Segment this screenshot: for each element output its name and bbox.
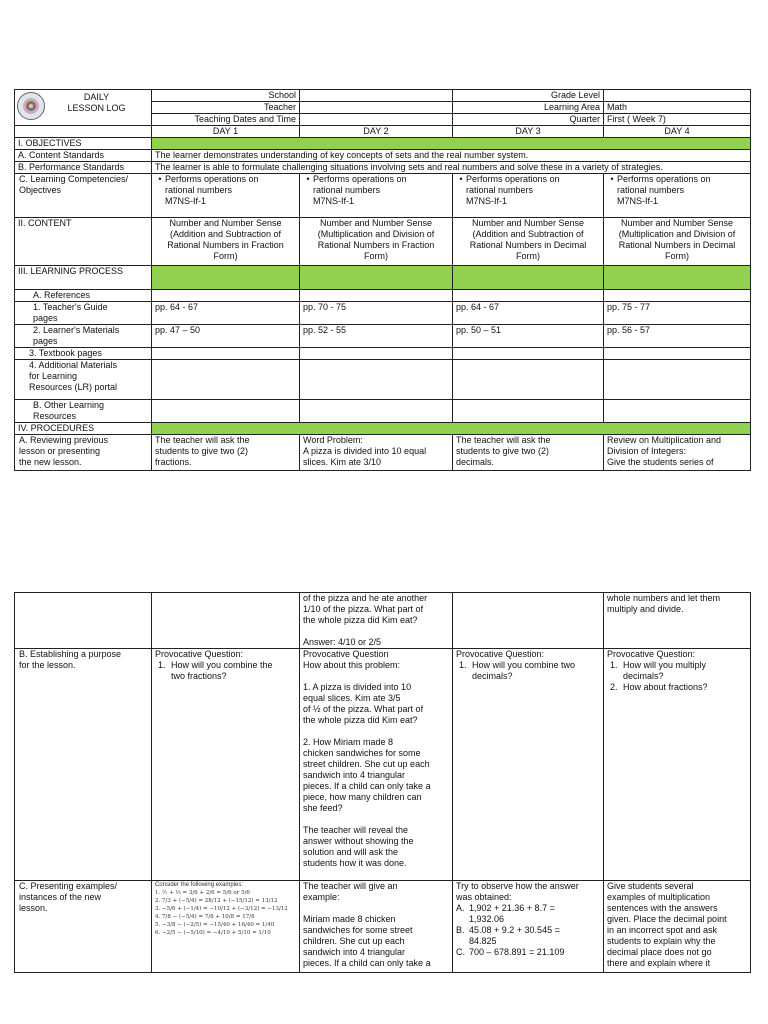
establishing-label: B. Establishing a purpose for the lesson. [15,649,152,881]
list-marker: C. [456,947,465,957]
blank-cell [15,593,152,649]
quarter-value: First ( Week 7) [604,114,751,126]
example-line: 3. −5/6 + (−1/4) = −10/12 + (−3/12) = −13/12 [155,906,288,912]
grade-level-label: Grade Level [453,90,604,102]
lm-pages-day-4: pp. 56 - 57 [604,325,751,348]
content-standards-text: The learner demonstrates understanding of key concepts of sets and the real number system. [152,150,751,162]
example-line: 2. 7/3 + (−5/4) = 28/12 + (−15/12) = 13/12 [155,898,278,904]
competency-day-3: • Performs operations on rational numbers M7NS-If-1 [453,174,604,218]
examples-image [152,881,300,973]
blank-cell [300,348,453,360]
blank-cell [453,348,604,360]
decimal-example: 1,902 + 21.36 + 8.7 = 1,932.06 [469,903,555,924]
bullet-icon: • [306,174,310,184]
reviewing-day-4-continued: whole numbers and let them multiply and divide. [604,593,751,649]
reviewing-day-1: The teacher will ask the students to give two (2) fractions. [152,435,300,471]
content-day-1: Number and Number Sense (Addition and Subtraction of Rational Numbers in Fraction Form) [152,218,300,266]
blank-cell [453,593,604,649]
grade-level-value [604,90,751,102]
procedures-fill [152,423,751,435]
objectives-label: I. OBJECTIVES [15,138,152,150]
content-day-3: Number and Number Sense (Addition and Subtraction of Rational Numbers in Decimal Form) [453,218,604,266]
teacher-label: Teacher [152,102,300,114]
competency-day-1: • Performs operations on rational numbers M7NS-If-1 [152,174,300,218]
example-line: 1. ½ + ⅓ = 3/6 + 2/6 = 5/6 or 5/6 [155,890,250,896]
establishing-question: How will you combine two decimals? [472,660,576,681]
provocative-heading: Provocative Question: [607,649,696,659]
blank-cell [453,360,604,400]
reviewing-day-4: Review on Multiplication and Division of Integers: Give the students series of [604,435,751,471]
dates-value [300,114,453,126]
list-marker: A. [456,903,465,913]
blank-cell [453,290,604,302]
competency-day-2: • Performs operations on rational numbers M7NS-If-1 [300,174,453,218]
establishing-day-3 [453,649,604,881]
blank-cell [300,400,453,423]
references-label: A. References [15,290,152,302]
blank-cell [300,290,453,302]
presenting-day-4: Give students several examples of multiplication sentences with the answers given. Place the decimal point in an incorrect spot and ask students to explain why the decimal place does not go there and explain where it [604,881,751,973]
decimal-example: 700 – 678.891 = 21.109 [469,947,565,957]
content-label: II. CONTENT [15,218,152,266]
provocative-heading: Provocative Question: [155,649,244,659]
establishing-day-4 [604,649,751,881]
presenting-day-2: The teacher will give an example: Miriam made 8 chicken sandwiches for some street children. She cut up each sandwich into 4 triangular pieces. If a child can only take a [300,881,453,973]
learning-process-fill-2 [300,266,453,290]
list-marker: 1. [158,660,166,670]
log-title: DAILY LESSON LOG [67,92,126,113]
lesson-log-table [14,89,751,471]
example-line: 6. −2/5 − (−5/10) = −4/10 + 5/10 = 1/10 [155,930,271,936]
learning-process-fill-3 [453,266,604,290]
learning-process-fill-1 [152,266,300,290]
reviewing-day-2: Word Problem: A pizza is divided into 10 equal slices. Kim ate 3/10 [300,435,453,471]
bullet-icon: • [459,174,463,184]
presenting-intro: Try to observe how the answer was obtained: [456,881,579,902]
blank-cell [604,348,751,360]
example-line: 5. −3/8 − (−2/5) = −15/40 + 16/40 = 1/40 [155,922,275,928]
lm-pages-day-3: pp. 50 – 51 [453,325,604,348]
blank-cell [152,290,300,302]
learning-process-label: III. LEARNING PROCESS [15,266,152,290]
establishing-question: How will you combine the two fractions? [171,660,273,681]
learning-process-fill-4 [604,266,751,290]
bullet-icon: • [610,174,614,184]
competencies-label: C. Learning Competencies/ Objectives [15,174,152,218]
content-day-2: Number and Number Sense (Multiplication and Division of Rational Numbers in Fraction Form) [300,218,453,266]
blank-cell [152,400,300,423]
content-standards-label: A. Content Standards [15,150,152,162]
objectives-fill [152,138,751,150]
lm-pages-day-2: pp. 52 - 55 [300,325,453,348]
blank-cell [453,400,604,423]
blank-cell [604,290,751,302]
procedures-label: IV. PROCEDURES [15,423,152,435]
learning-area-label: Learning Area [453,102,604,114]
blank-cell [152,348,300,360]
presenting-label: C. Presenting examples/ instances of the new lesson. [15,881,152,973]
blank-cell [604,400,751,423]
blank-cell [604,360,751,400]
quarter-label: Quarter [453,114,604,126]
bullet-icon: • [158,174,162,184]
tg-pages-day-2: pp. 70 - 75 [300,302,453,325]
textbook-label: 3. Textbook pages [15,348,152,360]
blank-cell [152,360,300,400]
provocative-heading: Provocative Question: [456,649,545,659]
establishing-day-1 [152,649,300,881]
other-resources-label: B. Other Learning Resources [15,400,152,423]
reviewing-day-3: The teacher will ask the students to give two (2) decimals. [453,435,604,471]
establishing-question: How will you multiply decimals? [623,660,707,681]
school-label: School [152,90,300,102]
learning-area-value: Math [604,102,751,114]
tg-pages-day-3: pp. 64 - 67 [453,302,604,325]
teachers-guide-label: 1. Teacher's Guide pages [15,302,152,325]
lm-pages-day-1: pp. 47 – 50 [152,325,300,348]
reviewing-label: A. Reviewing previous lesson or presenting the new lesson. [15,435,152,471]
performance-standards-text: The learner is able to formulate challenging situations involving sets and real numbers and solve these in a variety of strategies. [152,162,751,174]
tg-pages-day-1: pp. 64 - 67 [152,302,300,325]
establishing-question: How about fractions? [623,682,708,692]
day-2-header: DAY 2 [300,126,453,138]
blank-cell [152,593,300,649]
list-marker: 1. [610,660,618,670]
day-4-header: DAY 4 [604,126,751,138]
reviewing-day-2-continued: of the pizza and he ate another 1/10 of the pizza. What part of the whole pizza did Kim eat? Answer: 4/10 or 2/5 [300,593,453,649]
teacher-value [300,102,453,114]
blank-cell [300,360,453,400]
day-1-header: DAY 1 [152,126,300,138]
lesson-log-table-continued [14,592,751,973]
content-day-4: Number and Number Sense (Multiplication and Division of Rational Numbers in Decimal Form) [604,218,751,266]
establishing-day-2: Provocative Question How about this problem: 1. A pizza is divided into 10 equal slices. Kim ate 3/5 of ½ of the pizza. What part of the whole pizza did Kim eat? 2. How Miriam made 8 chicken sandwiches for some street children. She cut up each sandwich into 4 triangular pieces. If a child can only take a piece, how many children can she feed? The teacher will reveal the answer without showing the solution and will ask the students how it was done. [300,649,453,881]
learners-materials-label: 2. Learner's Materials pages [15,325,152,348]
competency-day-4: • Performs operations on rational numbers M7NS-If-1 [604,174,751,218]
blank-cell [15,126,152,138]
additional-materials-label: 4. Additional Materials for Learning Resources (LR) portal [15,360,152,400]
examples-title: Consider the following examples: [155,882,244,888]
list-marker: 2. [610,682,618,692]
list-marker: 1. [459,660,467,670]
performance-standards-label: B. Performance Standards [15,162,152,174]
deped-seal-icon [17,92,45,120]
tg-pages-day-4: pp. 75 - 77 [604,302,751,325]
dates-label: Teaching Dates and Time [152,114,300,126]
day-3-header: DAY 3 [453,126,604,138]
example-line: 4. 7/8 − (−5/4) = 7/8 + 10/8 = 17/8 [155,914,255,920]
presenting-day-3 [453,881,604,973]
deped-header [15,90,152,126]
school-value [300,90,453,102]
decimal-example: 45.08 + 9.2 + 30.545 = 84.825 [469,925,560,946]
list-marker: B. [456,925,465,935]
